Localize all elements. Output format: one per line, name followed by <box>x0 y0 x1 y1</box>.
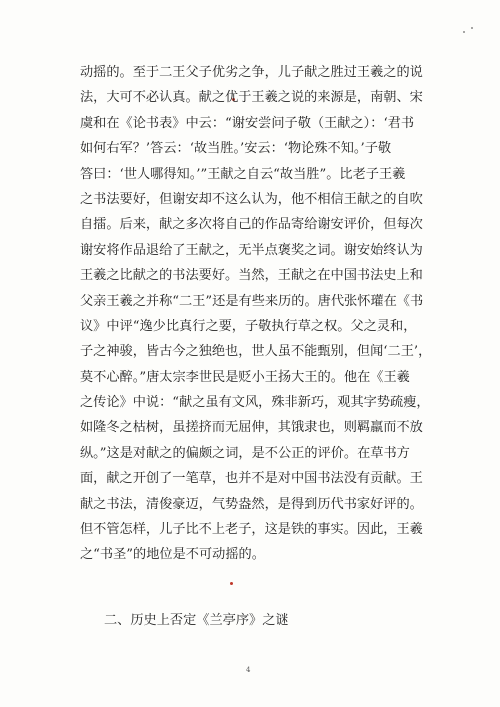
text-line: 如隆冬之枯树，虽搓挤而无屈伸，其饿隶也，则羁羸而不放 <box>80 420 423 436</box>
text-line: 莫不心醉。”唐太宗李世民是贬小王扬大王的。他在《王羲 <box>80 369 410 385</box>
page-number: 4 <box>246 666 251 674</box>
body-paragraph <box>80 60 432 568</box>
section-heading: 二、历史上否定《兰亭序》之谜 <box>104 613 289 628</box>
text-line: 但不管怎样，儿子比不上老子，这是铁的事实。因此，王羲 <box>80 522 423 538</box>
text-line: 子之神骏，皆古今之独绝也，世人虽不能甄别，但闻‘二王’， <box>80 344 432 360</box>
text-line: 自擂。后来，献之多次将自己的作品寄给谢安评价，但每次 <box>80 217 423 233</box>
text-line: 动摇的。至于二王父子优劣之争，儿子献之胜过王羲之的说 <box>80 65 423 80</box>
text-line: 答曰：‘世人哪得知。’”王献之自云“故当胜”。比老子王羲 <box>80 166 406 182</box>
text-line: 议》中评“逸少比真行之要，子敬执行草之权。父之灵和， <box>80 318 417 334</box>
text-line: 法，大可不必认真。献之优于王羲之说的来源是，南朝、宋 <box>80 90 423 106</box>
text-line: 纵。”这是对献之的偏颇之词，是不公正的评价。在草书方 <box>80 445 410 461</box>
text-line: 父亲王羲之并称“二王”还是有些来历的。唐代张怀瓘在《书 <box>80 293 424 309</box>
text-line: 王羲之比献之的书法要好。当然，王献之在中国书法史上和 <box>80 268 423 284</box>
text-line: 如何右军？’答云：‘故当胜。’安云：‘物论殊不知。’子敬 <box>80 141 392 157</box>
scan-speck <box>463 31 465 33</box>
scan-speck <box>230 582 233 585</box>
text-line: 之“书圣”的地位是不可动摇的。 <box>80 547 265 563</box>
text-line: 献之书法，清俊豪迈，气势盎然，是得到历代书家好评的。 <box>80 496 423 512</box>
text-line: 之书法要好，但谢安却不这么认为，他不相信王献之的自吹 <box>80 191 423 207</box>
text-line: 之传论》中说：“献之虽有文风，殊非新巧，观其字势疏瘦， <box>80 395 430 411</box>
text-line: 面，献之开创了一笔草，也并不是对中国书法没有贡献。王 <box>80 471 423 487</box>
text-line: 谢安将作品退给了王献之，无半点褒奖之词。谢安始终认为 <box>80 242 423 258</box>
scan-speck <box>471 27 473 29</box>
text-line: 虞和在《论书表》中云：“谢安尝问子敬（王献之）：‘君书 <box>80 115 415 131</box>
